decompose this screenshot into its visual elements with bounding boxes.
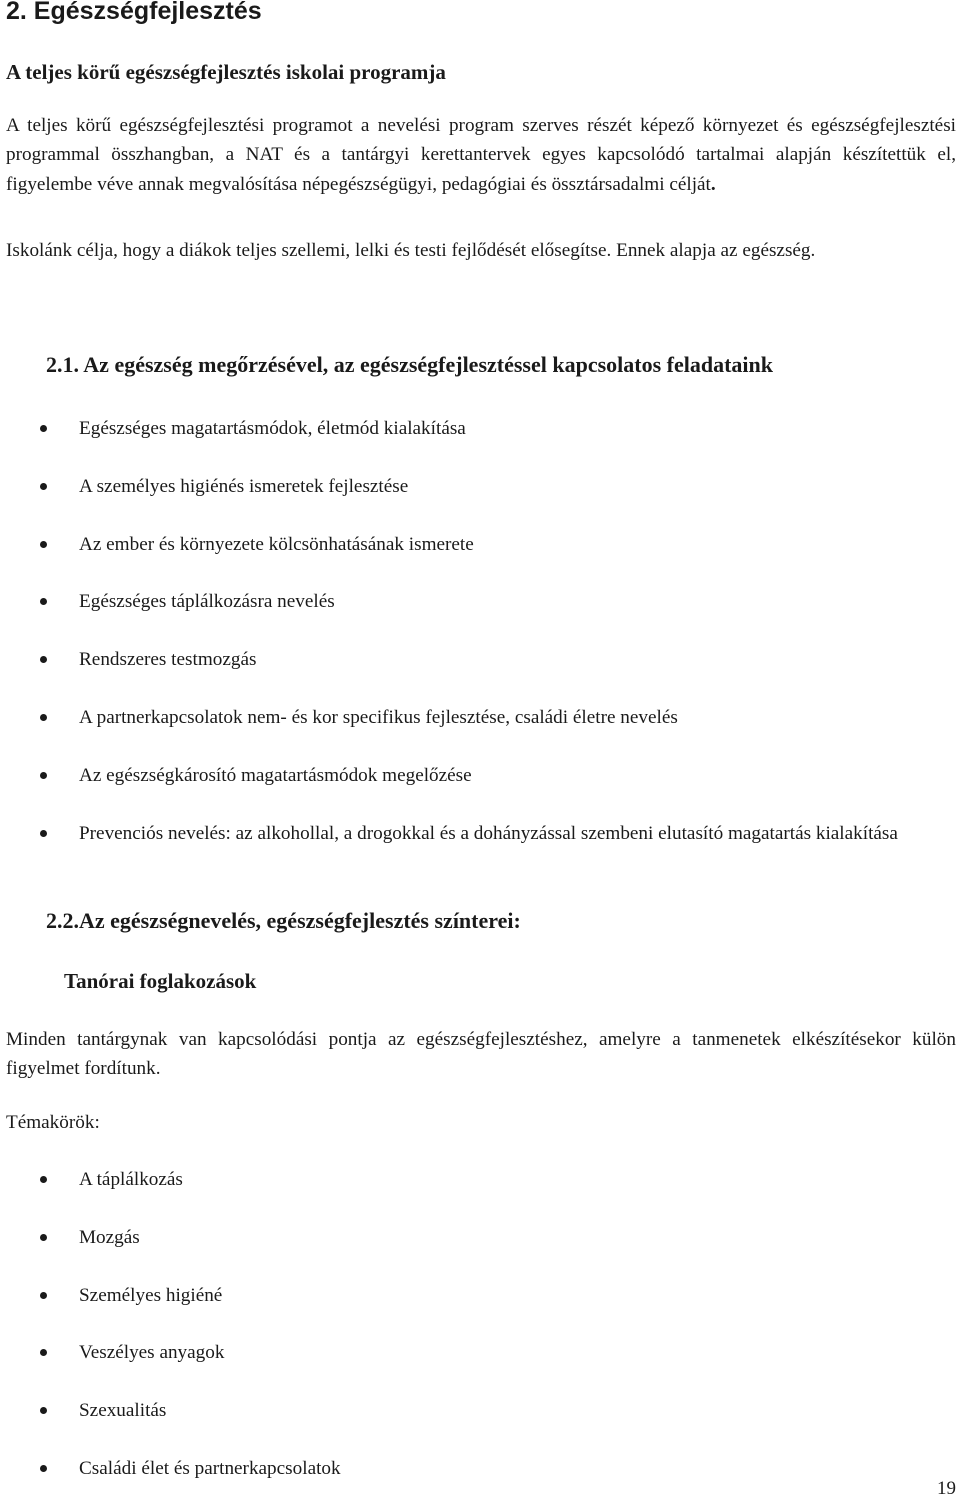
bullet-icon	[40, 772, 47, 779]
bullet-icon	[40, 1292, 47, 1299]
list-item: Prevenciós nevelés: az alkohollal, a drogokkal és a dohányzással szembeni elutasító magatartás kialakítása	[0, 819, 960, 848]
topics-label: Témakörök:	[6, 1112, 100, 1133]
topics-list	[0, 1165, 960, 1483]
list-item: Szexualitás	[0, 1396, 960, 1425]
list-item: Mozgás	[0, 1223, 960, 1252]
section-2-2-subheading: Tanórai foglakozások	[64, 969, 257, 993]
list-item: Egészséges táplálkozásra nevelés	[0, 587, 960, 616]
bullet-icon	[40, 483, 47, 490]
intro-text: A teljes körű egészségfejlesztési programot a nevelési program szerves részét képező környezet és egészségfejlesztési programmal összhangban, a NAT és a tantárgyi kerettantervek egyes kapcsolódó tartalmai alapján készítettük el, figyelembe véve annak megvalósítása népegészségügyi, pedagógiai és össztársadalmi célját	[6, 115, 956, 195]
section-2-1-heading: 2.1. Az egészség megőrzésével, az egészségfejlesztéssel kapcsolatos feladataink	[46, 352, 774, 377]
list-item: Rendszeres testmozgás	[0, 645, 960, 674]
tasks-list	[0, 414, 960, 848]
bullet-icon	[40, 1465, 47, 1472]
section-title: 2. Egészségfejlesztés	[6, 0, 262, 25]
bullet-icon	[40, 1234, 47, 1241]
subtitle: A teljes körű egészségfejlesztés iskolai programja	[6, 60, 446, 84]
intro-paragraph	[6, 111, 956, 199]
list-item: A táplálkozás	[0, 1165, 960, 1194]
bullet-icon	[40, 1407, 47, 1414]
section-2-2-paragraph: Minden tantárgynak van kapcsolódási pontja az egészségfejlesztéshez, amelyre a tanmenetek elkészítésekor külön figyelmet fordítunk.	[6, 1029, 956, 1080]
list-item: Az ember és környezete kölcsönhatásának ismerete	[0, 530, 960, 559]
list-item: Veszélyes anyagok	[0, 1338, 960, 1367]
bullet-icon	[40, 598, 47, 605]
page-number: 19	[937, 1478, 956, 1499]
list-item: A partnerkapcsolatok nem- és kor specifikus fejlesztése, családi életre nevelés	[0, 703, 960, 732]
list-item: Az egészségkárosító magatartásmódok megelőzése	[0, 761, 960, 790]
list-item: Személyes higiéné	[0, 1281, 960, 1310]
bullet-icon	[40, 1349, 47, 1356]
bullet-icon	[40, 714, 47, 721]
list-item: Családi élet és partnerkapcsolatok	[0, 1454, 960, 1483]
bullet-icon	[40, 656, 47, 663]
bullet-icon	[40, 425, 47, 432]
bullet-icon	[40, 1176, 47, 1183]
bullet-icon	[40, 541, 47, 548]
section-2-2-heading: 2.2.Az egészségnevelés, egészségfejlesztés színterei:	[46, 908, 521, 933]
goal-paragraph: Iskolánk célja, hogy a diákok teljes szellemi, lelki és testi fejlődését elősegítse. Ennek alapja az egészség.	[6, 240, 816, 261]
list-item: Egészséges magatartásmódok, életmód kialakítása	[0, 414, 960, 443]
intro-end: .	[710, 173, 716, 195]
list-item: A személyes higiénés ismeretek fejlesztése	[0, 472, 960, 501]
bullet-icon	[40, 830, 47, 837]
